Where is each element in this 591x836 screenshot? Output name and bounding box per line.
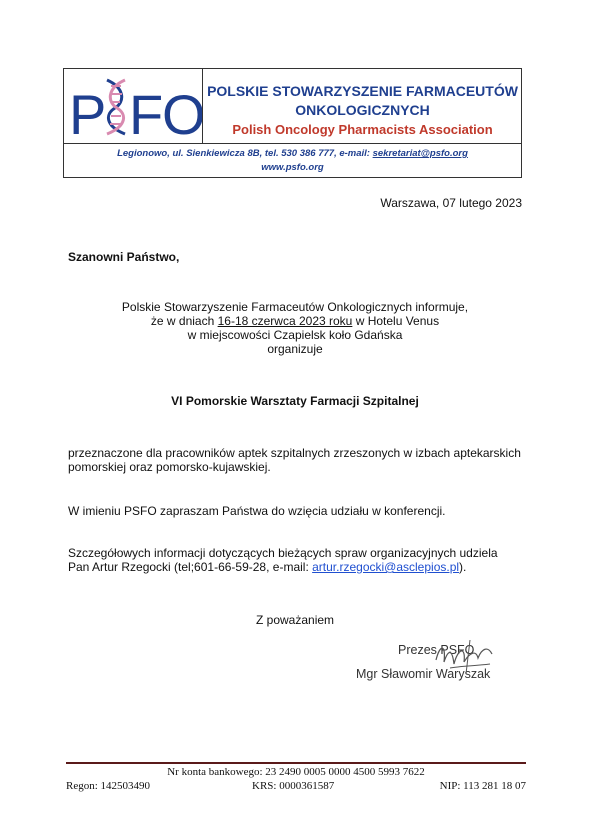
logo-cell [63, 68, 203, 144]
org-name-line2: ONKOLOGICZNYCH [295, 102, 430, 118]
handwritten-signature [430, 636, 500, 676]
footer-regon: Regon: 142503490 [66, 780, 151, 792]
org-name-line1: POLSKIE STOWARZYSZENIE FARMACEUTÓW [207, 83, 518, 99]
audience-line-1: przeznaczone dla pracowników aptek szpitalnych zrzeszonych w izbach aptekarskich [68, 446, 521, 460]
event-title: VI Pomorskie Warsztaty Farmacji Szpitalnej [171, 394, 419, 408]
address-text: Legionowo, ul. Sienkiewicza 8B, tel. 530 386 777, e-mail: [117, 148, 373, 159]
closing: Z poważaniem [256, 613, 335, 627]
org-name [203, 82, 522, 120]
contact-line-2-suffix: ). [459, 560, 467, 574]
salutation: Szanowni Państwo, [68, 250, 180, 264]
contact-line-1: Szczegółowych informacji dotyczących bieżących spraw organizacyjnych udziela [68, 546, 498, 560]
footer-nip: NIP: 113 281 18 07 [439, 780, 526, 792]
signature-name: Mgr Sławomir Waryszak [356, 667, 491, 681]
intro-line-1: Polskie Stowarzyszenie Farmaceutów Onkologicznych informuje, [121, 300, 469, 314]
address-email-link[interactable]: sekretariat@psfo.org [372, 148, 468, 159]
intro-line-2 [68, 315, 522, 328]
footer-krs: KRS: 0000361587 [252, 780, 335, 792]
intro-line-2-prefix: że w dniach [150, 314, 218, 328]
event-dates: 16-18 czerwca 2023 roku [217, 314, 353, 328]
footer-rule [66, 762, 526, 764]
intro-line-3: w miejscowości Czapielsk koło Gdańska [187, 328, 403, 342]
svg-text:P: P [69, 83, 107, 144]
contact-email-link[interactable]: artur.rzegocki@asclepios.pl [312, 560, 460, 574]
intro-line-2-suffix: w Hotelu Venus [352, 314, 440, 328]
footer-bank: Nr konta bankowego: 23 2490 0005 0000 4500 5993 7622 [167, 766, 425, 778]
psfo-logo [63, 68, 202, 144]
contact-line-2-prefix: Pan Artur Rzegocki (tel;601-66-59-28, e-mail: [68, 560, 313, 574]
svg-text:F: F [129, 83, 164, 144]
date-line: Warszawa, 07 lutego 2023 [380, 196, 522, 210]
dna-helix-icon [107, 80, 125, 134]
org-name-english: Polish Oncology Pharmacists Association [232, 122, 493, 137]
website: www.psfo.org [261, 162, 324, 173]
signature-role: Prezes PSFO [398, 643, 475, 657]
audience-line-2: pomorskiej oraz pomorsko-kujawskiej. [68, 460, 271, 474]
contact-line-2 [68, 561, 466, 574]
svg-text:O: O [162, 83, 202, 144]
address-line [63, 148, 522, 159]
invitation: W imieniu PSFO zapraszam Państwa do wzięcia udziału w konferencji. [68, 504, 446, 518]
intro-line-4: organizuje [267, 342, 323, 356]
